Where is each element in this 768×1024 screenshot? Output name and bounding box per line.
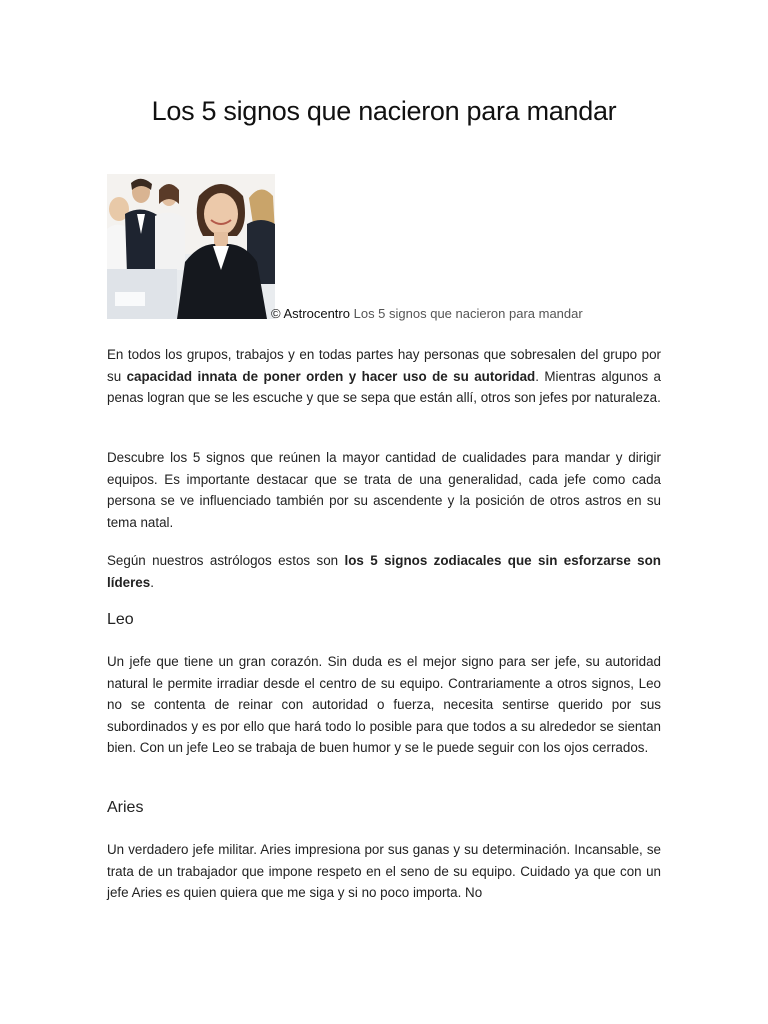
aries-paragraph: Un verdadero jefe militar. Aries impresiona por sus ganas y su determinación. Incansable, se trata de un trabajador que impone respeto en el seno de su equipo. Cuidado ya que con un jefe Aries es quien quiera que me siga y si no poco importa. No: [107, 842, 661, 900]
astrologers-bold-text: los 5 signos zodiacales que sin esforzarse son líderes: [107, 553, 661, 590]
page-title: Los 5 signos que nacieron para mandar: [151, 96, 617, 126]
copyright-symbol: ©: [271, 306, 281, 321]
intro-text-b: . Mientras algunos a penas logran que se les escuche y que se sepa que están allí, otros son jefes por naturaleza.: [107, 368, 661, 405]
intro-text-a: En todos los grupos, trabajos y en todas partes hay personas que sobresalen del grupo por su: [107, 347, 661, 384]
astrologers-paragraph: [107, 550, 661, 593]
caption-title: Los 5 signos que nacieron para mandar: [353, 306, 583, 321]
section-heading-aries: Aries: [107, 799, 144, 816]
office-team-image: [107, 174, 275, 319]
intro-bold-text: capacidad innata de poner orden y hacer uso de su autoridad: [126, 368, 536, 384]
section-heading-leo: Leo: [107, 611, 134, 628]
leo-paragraph: Un jefe que tiene un gran corazón. Sin duda es el mejor signo para ser jefe, su autoridad natural le permite irradiar desde el centro de su equipo. Contrariamente a otros signos, Leo no se contenta de reinar con autoridad o fuerza, necesita sentirse querido por sus subordinados y es por ello que hará todo lo posible para que todos a su alrededor se sientan bien. Con un jefe Leo se trabaja de buen humor y se le puede seguir con los ojos cerrados.: [107, 654, 661, 755]
astrologers-text-b: .: [150, 574, 154, 590]
astrologers-text-a: Según nuestros astrólogos estos son: [107, 553, 345, 568]
caption-source: Astrocentro: [283, 306, 350, 321]
description-paragraph: Descubre los 5 signos que reúnen la mayor cantidad de cualidades para mandar y dirigir equipos. Es importante destacar que se trata de una generalidad, cada jefe como cada persona se ve influenciado también por su ascendente y la posición de otros astros en su tema natal.: [107, 450, 661, 530]
intro-paragraph: [107, 344, 661, 409]
image-caption: [271, 306, 583, 321]
article-photo: [107, 174, 275, 319]
